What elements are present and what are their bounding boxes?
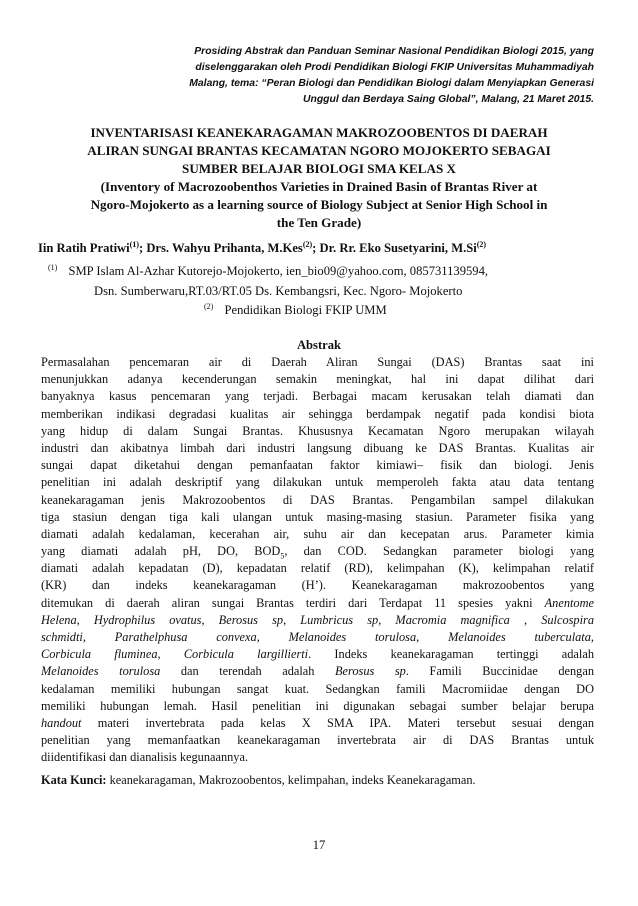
affiliation-1-address: Dsn. Sumberwaru,RT.03/RT.05 Ds. Kembangsri, Kec. Ngoro- Mojokerto [94, 284, 463, 298]
affiliation-2 [204, 303, 387, 318]
author-name: Drs. Wahyu Prihanta, M.Kes [143, 241, 303, 255]
title-line: the Ten Grade) [276, 215, 362, 230]
abstract-line: Melanoides torulosa dan terendah adalah Berosus sp. Famili Buccinidae dengan [41, 664, 594, 679]
abstract-line: sungai dapat diketahui dengan pemanfaatan faktor kimiawi– fisik dan biologi. Jenis [41, 458, 594, 473]
author-separator: ; [138, 241, 144, 255]
abstract-line: ditemukan di daerah aliran sungai Brantas terdiri dari Terdapat 11 spesies yakni Anentome [41, 595, 594, 610]
affiliation-text: SMP Islam Al-Azhar Kutorejo-Mojokerto, ien_bio09@yahoo.com, 085731139594, [68, 264, 489, 278]
abstract-line: penelitian yang memanfaatkan keanekaragaman invertebrata air di DAS Brantas untuk [41, 733, 594, 748]
abstract-line: Helena, Hydrophilus ovatus, Berosus sp, Lumbricus sp, Macromia magnifica , Sulcospira [41, 612, 594, 627]
abstract-line: keanekaragaman jenis Makrozoobentos di DAS Brantas. Pengambilan sampel dilakukan [41, 492, 594, 507]
affiliation-text: Pendidikan Biologi FKIP UMM [224, 303, 387, 317]
author-name: Dr. Rr. Eko Susetyarini, M.Si [316, 241, 477, 255]
abstract-line: banyaknya kasus pencemaran yang terjadi. Berbagai macam kerusakan telah diamati dan [41, 389, 594, 404]
author-separator: ; [312, 241, 317, 255]
author-name: Iin Ratih Pratiwi [38, 241, 130, 255]
abstract-line: industri dan akibatnya limbah dari industri langsung dibuang ke DAS Brantas. Kualitas air [41, 440, 594, 455]
page-number: 17 [312, 838, 326, 852]
abstract-line: diamati adalah kepadatan (D), kepadatan relatif (RD), kelimpahan (K), kelimpahan relatif [41, 561, 594, 576]
abstract-line: tiga stasiun dengan tiga kali ulangan untuk masing-masing stasiun. Parameter fisika yang [41, 509, 594, 524]
abstract-line: Corbicula fluminea, Corbicula largillierti. Indeks keanekaragaman tertinggi adalah [41, 647, 594, 662]
abstract-line: diidentifikasi dan dianalisis kegunaannya. [41, 750, 249, 765]
abstract-line: handout materi invertebrata pada kelas X SMA IPA. Materi tersebut sesuai dengan [41, 715, 594, 730]
title-line: ALIRAN SUNGAI BRANTAS KECAMATAN NGORO MOJOKERTO SEBAGAI [87, 143, 551, 158]
affiliation-1 [48, 264, 488, 279]
header-line: diselenggarakan oleh Prodi Pendidikan Biologi FKIP Universitas Muhammadiyah [195, 62, 594, 73]
paper-title [34, 124, 604, 232]
affil-mark: (1) [48, 263, 58, 272]
abstract-line: schmidti, Parathelphusa convexa, Melanoides torulosa, Melanoides tuberculata, [41, 630, 595, 644]
author-list [38, 241, 598, 256]
header-line: Prosiding Abstrak dan Panduan Seminar Nasional Pendidikan Biologi 2015, yang [194, 46, 594, 57]
proceedings-header [134, 44, 594, 108]
abstract-line: kedalaman memiliki hubungan sangat kuat. Sedangkan famili Macromiidae dengan DO [41, 681, 594, 696]
keywords-text: keanekaragaman, Makrozoobentos, kelimpahan, indeks Keanekaragaman. [106, 773, 476, 787]
author-affil-mark: (1) [129, 240, 139, 249]
abstract-body [41, 354, 594, 767]
abstract-heading: Abstrak [296, 338, 342, 352]
title-line: INVENTARISASI KEANEKARAGAMAN MAKROZOOBENTOS DI DAERAH [90, 125, 548, 140]
abstract-line: menunjukkan adanya kecenderungan semakin meningkat, hal ini dapat dilihat dari [41, 372, 594, 387]
author-affil-mark: (2) [476, 240, 487, 249]
abstract-line: Permasalahan pencemaran air di Daerah Aliran Sungai (DAS) Brantas saat ini [41, 355, 594, 369]
title-line: SUMBER BELAJAR BIOLOGI SMA KELAS X [182, 161, 456, 176]
abstract-line: yang diamati adalah pH, DO, $BOD_5$, dan COD. Sedangkan parameter biologi yang [41, 544, 594, 561]
header-line: Malang, tema: “Peran Biologi dan Pendidikan Biologi dalam Menyiapkan Generasi [189, 78, 594, 89]
abstract-line: yang hidup di dalam Sungai Brantas. Khususnya Kecamatan Ngoro merupakan wilayah [41, 423, 594, 438]
title-line: (Inventory of Macrozoobenthos Varieties in Drained Basin of Brantas River at [100, 179, 538, 194]
title-line: Ngoro-Mojokerto as a learning source of Biology Subject at Senior High School in [90, 197, 548, 212]
author-affil-mark: (2) [302, 240, 313, 249]
abstract-line: memiliki hubungan lemah. Hasil penelitian ini digunakan sebagai sumber belajar berupa [41, 698, 594, 713]
keywords-label: Kata Kunci: [41, 773, 107, 787]
abstract-line: diamati adalah kedalaman, kecerahan air, suhu air dan kecepatan arus. Parameter kimia [41, 526, 594, 541]
abstract-line: (KR) dan indeks keanekaragaman (H’). Keanekaragaman makrozoobentos yang [41, 578, 594, 593]
header-line: Unggul dan Berdaya Saing Global”, Malang, 21 Maret 2015. [302, 94, 594, 105]
abstract-line: penelitian ini adalah deskriptif yang dilakukan untuk memperoleh fakta atau data tentang [41, 475, 594, 490]
abstract-line: memberikan indikasi degradasi kualitas air sehingga berdampak negatif pada kondisi biota [41, 406, 594, 421]
keywords [41, 773, 476, 788]
affil-mark: (2) [204, 302, 214, 311]
